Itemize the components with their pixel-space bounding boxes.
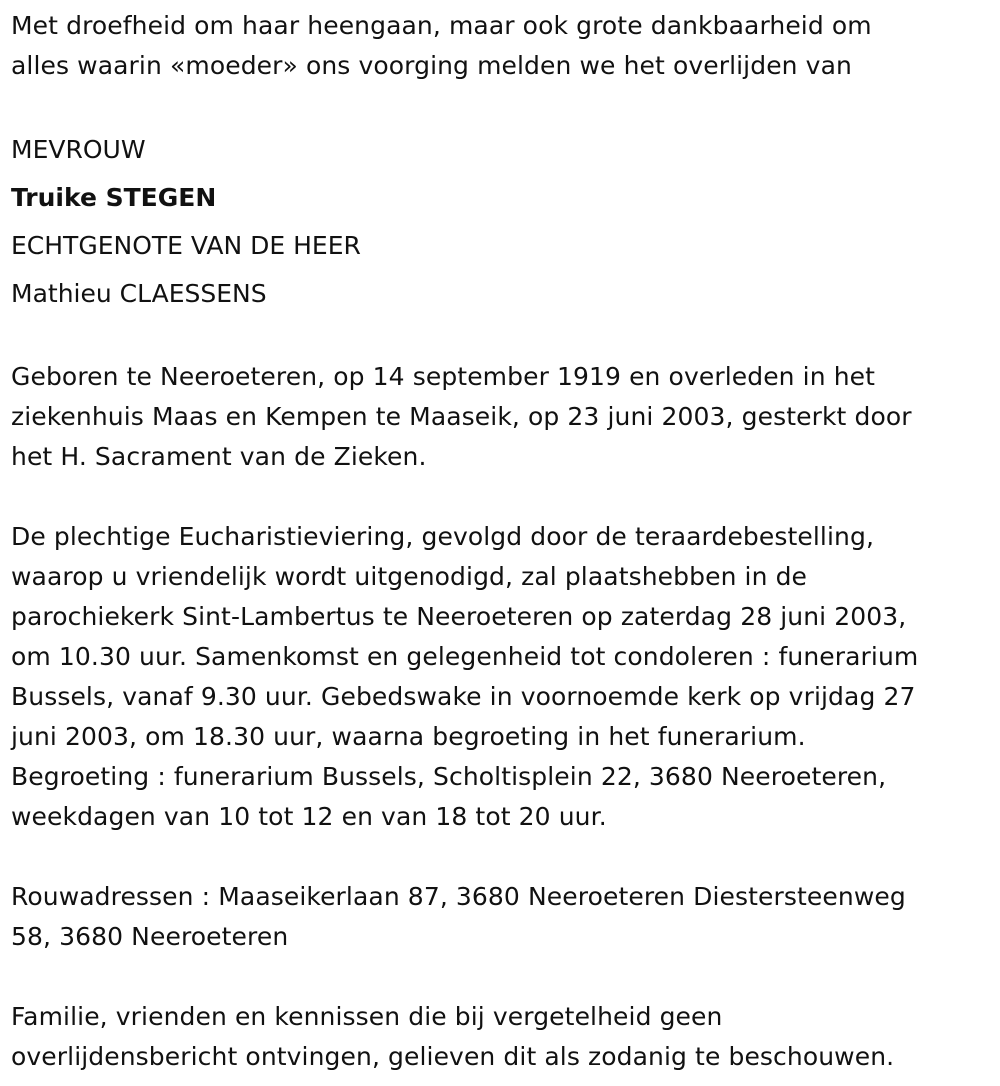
- honorific-title: MEVROUW: [11, 135, 146, 164]
- spacer: [11, 318, 1000, 357]
- intro-paragraph: Met droefheid om haar heengaan, maar ook grote dankbaarheid om alles waarin «moeder» ons voorging melden we het overlijden van: [11, 11, 872, 80]
- closing-paragraph: Familie, vrienden en kennissen die bij vergetelheid geen overlijdensbericht ontvingen, gelieven dit als zodanig te beschouwen.: [11, 1002, 895, 1071]
- spacer: [11, 86, 1000, 126]
- spacer: [11, 957, 1000, 997]
- spouse-name: Mathieu CLAESSENS: [11, 279, 267, 308]
- relation-label: ECHTGENOTE VAN DE HEER: [11, 231, 361, 260]
- birth-death-paragraph: Geboren te Neeroeteren, op 14 september 1919 en overleden in het ziekenhuis Maas en Kempen te Maaseik, op 23 juni 2003, gesterkt door het H. Sacrament van de Zieken.: [11, 362, 912, 471]
- deceased-name: Truike STEGEN: [11, 183, 217, 212]
- spacer: [11, 477, 1000, 517]
- addresses-paragraph: Rouwadressen : Maaseikerlaan 87, 3680 Neeroeteren Diestersteenweg 58, 3680 Neeroeteren: [11, 882, 906, 951]
- ceremony-paragraph: De plechtige Eucharistieviering, gevolgd door de teraardebestelling, waarop u vriendelijk wordt uitgenodigd, zal plaatshebben in de parochiekerk Sint-Lambertus te Neeroeteren op zaterdag 28 juni 2003, om 10.30 uur. Samenkomst en gelegenheid tot condoleren : funerarium Bussels, vanaf 9.30 uur. Gebedswake in voornoemde kerk op vrijdag 27 juni 2003, om 18.30 uur, waarna begroeting in het funerarium. Begroeting : funerarium Bussels, Scholtisplein 22, 3680 Neeroeteren, weekdagen van 10 tot 12 en van 18 tot 20 uur.: [11, 522, 919, 831]
- spacer: [11, 837, 1000, 877]
